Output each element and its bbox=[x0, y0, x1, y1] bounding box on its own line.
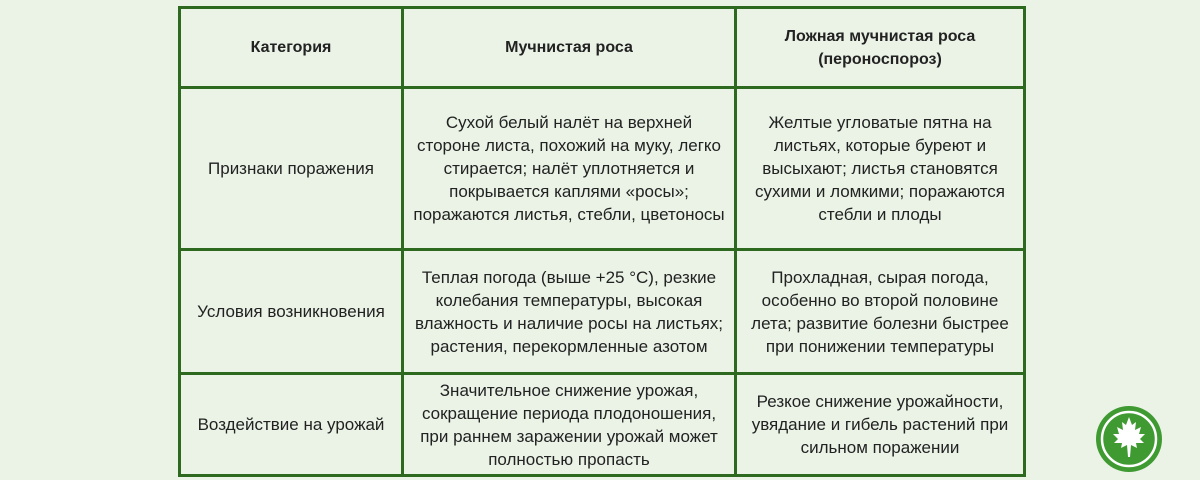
comparison-table-container bbox=[178, 6, 1023, 474]
logo bbox=[1095, 405, 1163, 473]
row-downy-cell: Резкое снижение урожайности, увядание и гибель растений при сильном поражении bbox=[736, 374, 1025, 476]
table-header-row bbox=[180, 8, 1025, 88]
maple-leaf-icon bbox=[1095, 405, 1163, 473]
row-category: Воздействие на урожай bbox=[180, 374, 403, 476]
row-powdery-cell: Сухой белый налёт на верхней стороне листа, похожий на муку, легко стирается; налёт уплотняется и покрывается каплями «росы»; поражаются листья, стебли, цветоносы bbox=[403, 88, 736, 250]
row-category: Условия возникновения bbox=[180, 250, 403, 374]
row-downy-cell: Желтые угловатые пятна на листьях, которые буреют и высыхают; листья становятся сухими и ломкими; поражаются стебли и плоды bbox=[736, 88, 1025, 250]
table-row bbox=[180, 374, 1025, 476]
header-category: Категория bbox=[180, 8, 403, 88]
comparison-table bbox=[178, 6, 1026, 477]
row-downy-cell: Прохладная, сырая погода, особенно во второй половине лета; развитие болезни быстрее при понижении температуры bbox=[736, 250, 1025, 374]
row-powdery-cell: Значительное снижение урожая, сокращение периода плодоношения, при раннем заражении урожай может полностью пропасть bbox=[403, 374, 736, 476]
row-category: Признаки поражения bbox=[180, 88, 403, 250]
header-powdery-mildew: Мучнистая роса bbox=[403, 8, 736, 88]
row-powdery-cell: Теплая погода (выше +25 °С), резкие колебания температуры, высокая влажность и наличие росы на листьях; растения, перекормленные азотом bbox=[403, 250, 736, 374]
table-row bbox=[180, 250, 1025, 374]
header-downy-mildew: Ложная мучнистая роса (пероноспороз) bbox=[736, 8, 1025, 88]
table-row bbox=[180, 88, 1025, 250]
